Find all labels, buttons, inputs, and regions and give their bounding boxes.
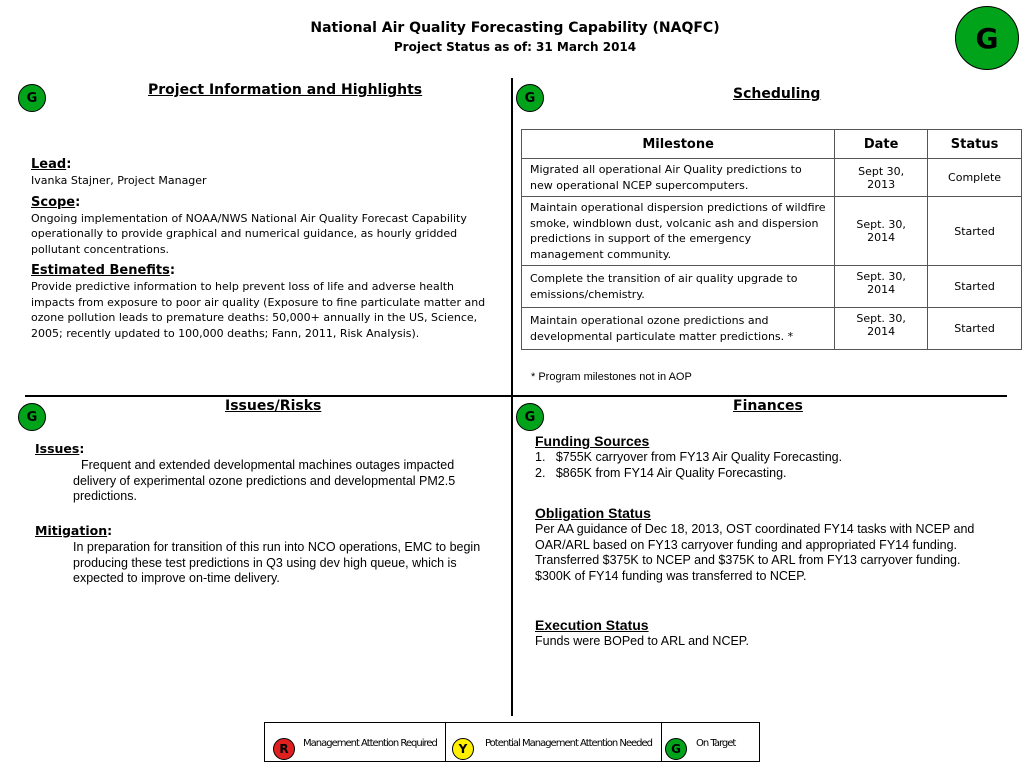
scope-label: Scope	[31, 194, 76, 210]
date-cell: Sept. 30, 2014	[835, 197, 928, 266]
execution-text: Funds were BOPed to ARL and NCEP.	[535, 634, 750, 648]
status-cell: Started	[928, 266, 1022, 308]
date-cell: Sept. 30, 2014	[835, 308, 928, 350]
legend-green-badge: G	[665, 738, 687, 760]
horizontal-divider	[25, 395, 1007, 397]
milestone-table	[521, 129, 1022, 350]
table-row	[522, 266, 1022, 308]
funding-label: Funding Sources	[535, 433, 650, 449]
scheduling-status-badge: G	[516, 84, 544, 112]
milestone-cell: Complete the transition of air quality upgrade to emissions/chemistry.	[522, 266, 835, 308]
lead-label: Lead	[31, 157, 67, 172]
status-cell: Complete	[928, 159, 1022, 197]
legend-yellow-badge: Y	[452, 738, 474, 760]
finances-status-badge: G	[516, 403, 544, 431]
benefits-text: Provide predictive information to help prevent loss of life and adverse health impacts from exposure to poor air quality (Exposure to fine particulate matter and ozone pollution leads to premature deaths: 50,000+ annually in the US, Science, 2005; recently updated to 100,000 deaths; Fann, 2011, Risk Analysis).	[31, 280, 486, 340]
status-cell: Started	[928, 308, 1022, 350]
execution-label: Execution Status	[535, 617, 649, 633]
issues-text: Frequent and extended developmental machines outages impacted delivery of experimental ozone predictions and developmental PM2.5 predictions.	[73, 458, 456, 503]
table-row	[522, 197, 1022, 266]
table-row	[522, 159, 1022, 197]
project-info-status-badge: G	[18, 84, 46, 112]
finances-title: Finances	[733, 398, 803, 414]
obligation-label: Obligation Status	[535, 505, 651, 521]
col-status: Status	[928, 130, 1022, 159]
col-milestone: Milestone	[522, 130, 835, 159]
page-title: National Air Quality Forecasting Capability (NAQFC)	[310, 20, 720, 36]
page-subtitle: Project Status as of: 31 March 2014	[393, 40, 637, 54]
issues-title: Issues/Risks	[225, 398, 322, 414]
funding-item: 2. $865K from FY14 Air Quality Forecasting.	[535, 466, 787, 480]
status-cell: Started	[928, 197, 1022, 266]
col-date: Date	[835, 130, 928, 159]
legend-yellow-text: Potential Management Attention Needed	[485, 738, 653, 749]
scope-text: Ongoing implementation of NOAA/NWS National Air Quality Forecast Capability operationally to provide graphical and numerical guidance, as hourly gridded pollutant concentrations.	[31, 211, 467, 256]
date-cell: Sept. 30, 2014	[835, 266, 928, 308]
vertical-divider	[511, 78, 513, 716]
legend-green-text: On Target	[696, 738, 736, 749]
benefits-label: Estimated Benefits	[31, 263, 170, 278]
milestone-cell: Maintain operational ozone predictions and developmental particulate matter predictions. *	[522, 308, 835, 350]
table-header-row	[522, 130, 1022, 159]
obligation-text: Per AA guidance of Dec 18, 2013, OST coordinated FY14 tasks with NCEP and OAR/ARL based on FY13 carryover funding and appropriated FY14 funding. Transferred $375K to NCEP and $375K to ARL from FY13 carryover funding. $300K of FY14 funding was transferred to NCEP.	[535, 522, 975, 583]
legend-red-text: Management Attention Required	[303, 738, 437, 749]
mitigation-text: In preparation for transition of this run into NCO operations, EMC to begin producing these test predictions in Q3 using dev high queue, which is expected to improve on-time delivery.	[73, 540, 481, 585]
milestone-cell: Migrated all operational Air Quality predictions to new operational NCEP supercomputers.	[522, 159, 835, 197]
overall-status-badge: G	[955, 6, 1019, 70]
milestone-cell: Maintain operational dispersion predictions of wildfire smoke, windblown dust, volcanic ash and dispersion predictions in support of the emergency management community.	[522, 197, 835, 266]
funding-item: 1. $755K carryover from FY13 Air Quality Forecasting.	[535, 450, 843, 464]
project-info-title: Project Information and Highlights	[148, 82, 423, 98]
date-cell: Sept 30, 2013	[835, 159, 928, 197]
mitigation-label: Mitigation	[35, 523, 108, 538]
scheduling-title: Scheduling	[733, 86, 821, 102]
legend-red-badge: R	[273, 738, 295, 760]
lead-text: Ivanka Stajner, Project Manager	[31, 174, 207, 187]
table-row	[522, 308, 1022, 350]
milestone-footnote: * Program milestones not in AOP	[531, 371, 692, 383]
issues-status-badge: G	[18, 403, 46, 431]
status-legend	[264, 722, 760, 762]
issues-label: Issues	[35, 441, 80, 456]
lead-section: Lead: Ivanka Stajner, Project Manager Scope: Ongoing implementation of NOAA/NWS National Air Quality Forecast Capability operationally to provide graphical and numerical guidance, as hourly gridded pollutant concentrations. Estimated Benefits: Provide predictive information to help prevent loss of life and adverse health impacts from exposure to poor air quality (Exposure to fine particulate matter and ozone pollution leads to premature deaths: 50,000+ annually in the US, Science, 2005; recently updated to 100,000 deaths; Fann, 2011, Risk Analysis).	[31, 157, 496, 341]
